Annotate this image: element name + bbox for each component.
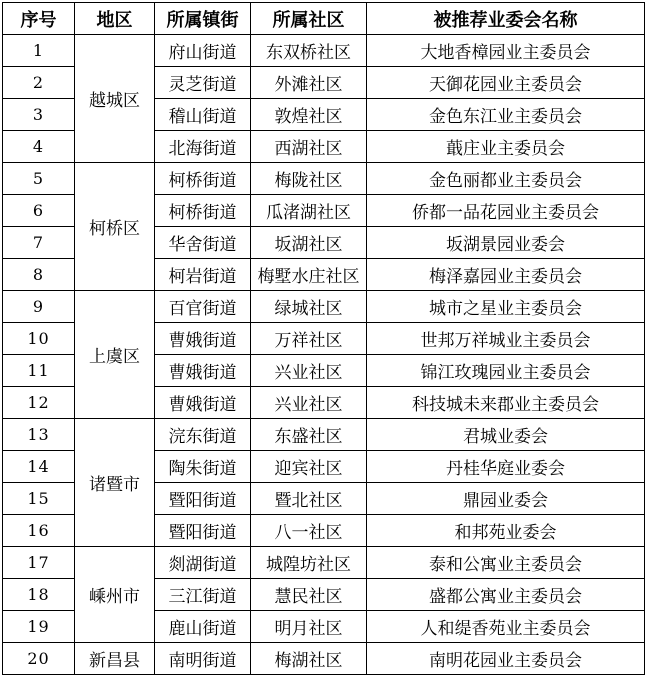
street-cell: 暨阳街道 [155,515,251,547]
street-cell: 百官街道 [155,291,251,323]
committee-name-cell: 南明花园业主委员会 [367,643,645,675]
street-cell: 南明街道 [155,643,251,675]
community-cell: 瓜渚湖社区 [251,195,367,227]
header-committee-name: 被推荐业委会名称 [367,3,645,35]
street-cell: 暨阳街道 [155,483,251,515]
community-cell: 梅湖社区 [251,643,367,675]
area-cell: 越城区 [75,35,155,163]
area-cell: 柯桥区 [75,163,155,291]
community-cell: 外滩社区 [251,67,367,99]
committee-name-cell: 城市之星业主委员会 [367,291,645,323]
community-cell: 东盛社区 [251,419,367,451]
community-cell: 西湖社区 [251,131,367,163]
community-cell: 暨北社区 [251,483,367,515]
community-cell: 绿城社区 [251,291,367,323]
street-cell: 华舍街道 [155,227,251,259]
street-cell: 剡湖街道 [155,547,251,579]
table-row [3,547,645,579]
serial-number-cell: 4 [3,131,75,163]
street-cell: 稽山街道 [155,99,251,131]
community-cell: 兴业社区 [251,355,367,387]
serial-number-cell: 5 [3,163,75,195]
committee-name-cell: 金色东江业主委员会 [367,99,645,131]
area-cell: 嵊州市 [75,547,155,643]
header-row [3,3,645,35]
committee-name-cell: 丹桂华庭业委会 [367,451,645,483]
street-cell: 三江街道 [155,579,251,611]
serial-number-cell: 6 [3,195,75,227]
street-cell: 柯岩街道 [155,259,251,291]
street-cell: 曹娥街道 [155,355,251,387]
committee-name-cell: 梅泽嘉园业主委员会 [367,259,645,291]
committee-name-cell: 人和缇香苑业主委员会 [367,611,645,643]
committee-name-cell: 世邦万祥城业主委员会 [367,323,645,355]
committee-name-cell: 天御花园业主委员会 [367,67,645,99]
serial-number-cell: 11 [3,355,75,387]
serial-number-cell: 8 [3,259,75,291]
street-cell: 柯桥街道 [155,163,251,195]
community-cell: 明月社区 [251,611,367,643]
serial-number-cell: 2 [3,67,75,99]
community-cell: 万祥社区 [251,323,367,355]
serial-number-cell: 7 [3,227,75,259]
community-cell: 东双桥社区 [251,35,367,67]
community-cell: 慧民社区 [251,579,367,611]
table-row [3,163,645,195]
table-row [3,35,645,67]
header-serial: 序号 [3,3,75,35]
serial-number-cell: 12 [3,387,75,419]
serial-number-cell: 9 [3,291,75,323]
serial-number-cell: 13 [3,419,75,451]
committee-name-cell: 鼎园业委会 [367,483,645,515]
community-cell: 梅墅水庄社区 [251,259,367,291]
community-cell: 八一社区 [251,515,367,547]
header-community: 所属社区 [251,3,367,35]
committee-name-cell: 蕺庄业主委员会 [367,131,645,163]
committee-name-cell: 锦江玫瑰园业主委员会 [367,355,645,387]
street-cell: 曹娥街道 [155,323,251,355]
committee-name-cell: 君城业委会 [367,419,645,451]
area-cell: 诸暨市 [75,419,155,547]
committee-name-cell: 泰和公寓业主委员会 [367,547,645,579]
recommended-committee-table [2,2,645,675]
serial-number-cell: 1 [3,35,75,67]
table-row [3,291,645,323]
community-cell: 城隍坊社区 [251,547,367,579]
street-cell: 曹娥街道 [155,387,251,419]
header-street: 所属镇街 [155,3,251,35]
table-body [3,35,645,675]
committee-name-cell: 科技城未来郡业主委员会 [367,387,645,419]
serial-number-cell: 10 [3,323,75,355]
community-cell: 兴业社区 [251,387,367,419]
serial-number-cell: 3 [3,99,75,131]
serial-number-cell: 18 [3,579,75,611]
serial-number-cell: 19 [3,611,75,643]
street-cell: 陶朱街道 [155,451,251,483]
header-area: 地区 [75,3,155,35]
serial-number-cell: 15 [3,483,75,515]
committee-name-cell: 大地香樟园业主委员会 [367,35,645,67]
committee-name-cell: 坂湖景园业委会 [367,227,645,259]
serial-number-cell: 20 [3,643,75,675]
community-cell: 梅陇社区 [251,163,367,195]
area-cell: 新昌县 [75,643,155,675]
committee-name-cell: 金色丽都业主委员会 [367,163,645,195]
serial-number-cell: 14 [3,451,75,483]
area-cell: 上虞区 [75,291,155,419]
street-cell: 灵芝街道 [155,67,251,99]
street-cell: 柯桥街道 [155,195,251,227]
table-row [3,643,645,675]
street-cell: 北海街道 [155,131,251,163]
community-cell: 迎宾社区 [251,451,367,483]
table-header [3,3,645,35]
committee-name-cell: 和邦苑业委会 [367,515,645,547]
street-cell: 浣东街道 [155,419,251,451]
street-cell: 鹿山街道 [155,611,251,643]
table-row [3,419,645,451]
street-cell: 府山街道 [155,35,251,67]
community-cell: 坂湖社区 [251,227,367,259]
committee-name-cell: 侨都一品花园业主委员会 [367,195,645,227]
committee-name-cell: 盛都公寓业主委员会 [367,579,645,611]
serial-number-cell: 16 [3,515,75,547]
community-cell: 敦煌社区 [251,99,367,131]
serial-number-cell: 17 [3,547,75,579]
